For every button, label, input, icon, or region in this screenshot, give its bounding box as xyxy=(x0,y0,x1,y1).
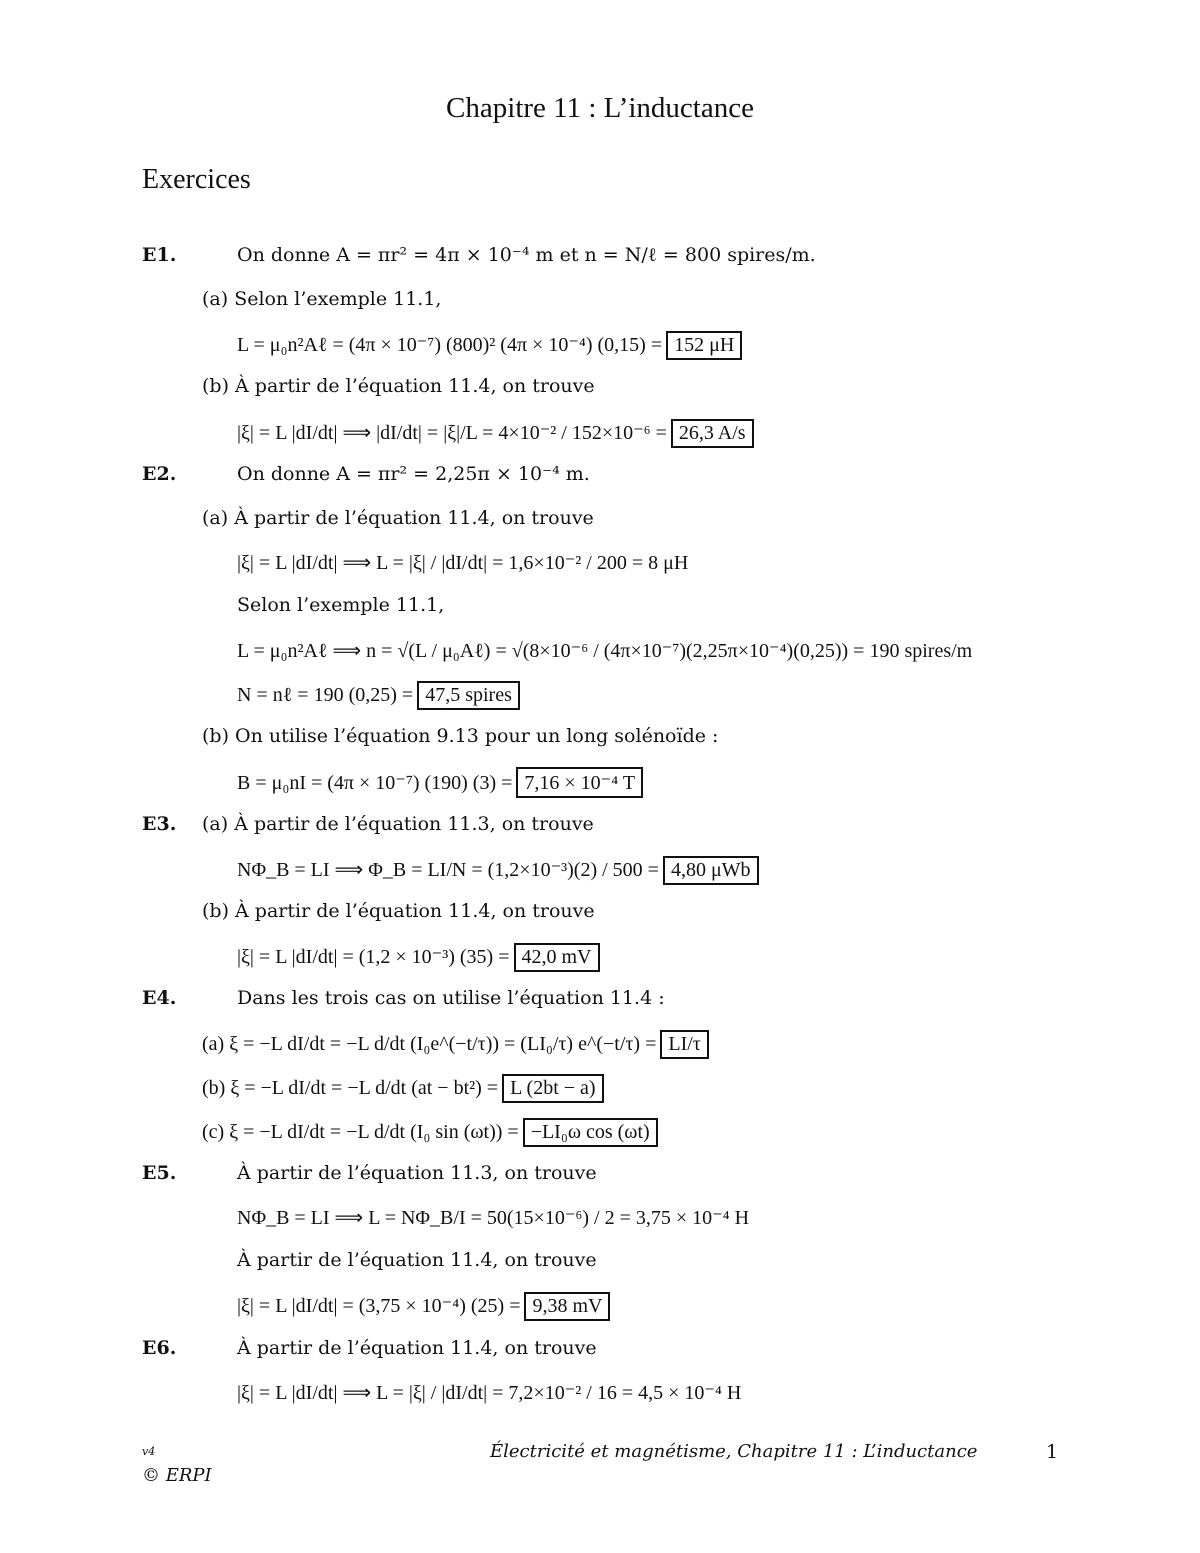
exercise-label-e1: E1. xyxy=(142,244,177,266)
e2b-text: (b) On utilise l’équation 9.13 pour un long solénoïde : xyxy=(202,725,719,747)
e4a-answer-box: LI/τ xyxy=(660,1030,708,1059)
section-heading: Exercices xyxy=(142,164,251,195)
e5-text2: À partir de l’équation 11.4, on trouve xyxy=(237,1249,597,1271)
page-number: 1 xyxy=(1046,1441,1059,1463)
e2a-text2: Selon l’exemple 11.1, xyxy=(237,594,445,616)
e2a-equation2: L = μ₀n²Aℓ ⟹ n = √(L / μ₀Aℓ) = √(8×10⁻⁶ / (4π×10⁻⁷)(2,25π×10⁻⁴)(0,25)) = 190 spires/m xyxy=(237,640,973,662)
exercise-label-e6: E6. xyxy=(142,1337,177,1359)
page-title: Chapitre 11 : L’inductance xyxy=(446,92,754,124)
e2b-answer-box: 7,16 × 10⁻⁴ T xyxy=(516,767,643,798)
e3b-text: (b) À partir de l’équation 11.4, on trouve xyxy=(202,900,595,922)
e4c-answer-box: −LI₀ω cos (ωt) xyxy=(523,1118,658,1147)
e1a-answer-box: 152 μH xyxy=(666,331,742,360)
e5-equation2: |ξ| = L |dI/dt| = (3,75 × 10⁻⁴) (25) = 9,38 mV xyxy=(237,1292,610,1321)
exercise-label-e4: E4. xyxy=(142,987,177,1009)
e6-statement: À partir de l’équation 11.4, on trouve xyxy=(237,1337,597,1359)
e6-equation: |ξ| = L |dI/dt| ⟹ L = |ξ| / |dI/dt| = 7,2×10⁻² / 16 = 4,5 × 10⁻⁴ H xyxy=(237,1382,742,1404)
e4a-equation: (a) ξ = −L dI/dt = −L d/dt (I₀e^(−t/τ)) = (LI₀/τ) e^(−t/τ) = LI/τ xyxy=(202,1030,709,1059)
e1b-text: (b) À partir de l’équation 11.4, on trouve xyxy=(202,375,595,397)
e4-statement: Dans les trois cas on utilise l’équation 11.4 : xyxy=(237,987,665,1009)
footer-running-title: Électricité et magnétisme, Chapitre 11 : L’inductance xyxy=(490,1441,978,1462)
e5-equation: NΦ_B = LI ⟹ L = NΦ_B/I = 50(15×10⁻⁶) / 2 = 3,75 × 10⁻⁴ H xyxy=(237,1207,750,1229)
e1-statement: On donne A = πr² = 4π × 10⁻⁴ m et n = N/ℓ = 800 spires/m. xyxy=(237,244,816,266)
e3a-answer-box: 4,80 μWb xyxy=(663,856,759,885)
exercise-label-e5: E5. xyxy=(142,1162,177,1184)
e3a-equation: NΦ_B = LI ⟹ Φ_B = LI/N = (1,2×10⁻³)(2) / 500 = 4,80 μWb xyxy=(237,856,759,885)
e1a-text: (a) Selon l’exemple 11.1, xyxy=(202,288,442,310)
e1b-equation: |ξ| = L |dI/dt| ⟹ |dI/dt| = |ξ|/L = 4×10⁻² / 152×10⁻⁶ = 26,3 A/s xyxy=(237,419,754,448)
footer-version: v4 xyxy=(142,1445,156,1458)
e2a-equation3: N = nℓ = 190 (0,25) = 47,5 spires xyxy=(237,681,520,710)
e5-statement: À partir de l’équation 11.3, on trouve xyxy=(237,1162,597,1184)
e2a-equation: |ξ| = L |dI/dt| ⟹ L = |ξ| / |dI/dt| = 1,6×10⁻² / 200 = 8 μH xyxy=(237,552,689,574)
e4b-answer-box: L (2bt − a) xyxy=(502,1074,604,1103)
e2b-equation: B = μ₀nI = (4π × 10⁻⁷) (190) (3) = 7,16 × 10⁻⁴ T xyxy=(237,767,643,798)
e2-statement: On donne A = πr² = 2,25π × 10⁻⁴ m. xyxy=(237,463,590,485)
e4c-equation: (c) ξ = −L dI/dt = −L d/dt (I₀ sin (ωt)) = −LI₀ω cos (ωt) xyxy=(202,1118,658,1147)
e3b-answer-box: 42,0 mV xyxy=(514,943,600,972)
e1a-equation: L = μ₀n²Aℓ = (4π × 10⁻⁷) (800)² (4π × 10⁻⁴) (0,15) = 152 μH xyxy=(237,331,742,360)
exercise-label-e3: E3. xyxy=(142,813,177,835)
e4b-equation: (b) ξ = −L dI/dt = −L d/dt (at − bt²) = L (2bt − a) xyxy=(202,1074,604,1103)
e1b-answer-box: 26,3 A/s xyxy=(671,419,754,448)
e3b-equation: |ξ| = L |dI/dt| = (1,2 × 10⁻³) (35) = 42,0 mV xyxy=(237,943,600,972)
e2a-answer-box: 47,5 spires xyxy=(417,681,520,710)
footer-copyright: © ERPI xyxy=(142,1465,212,1486)
exercise-label-e2: E2. xyxy=(142,463,177,485)
e3a-text: (a) À partir de l’équation 11.3, on trouve xyxy=(202,813,594,835)
e2a-text: (a) À partir de l’équation 11.4, on trouve xyxy=(202,507,594,529)
e5-answer-box: 9,38 mV xyxy=(524,1292,610,1321)
